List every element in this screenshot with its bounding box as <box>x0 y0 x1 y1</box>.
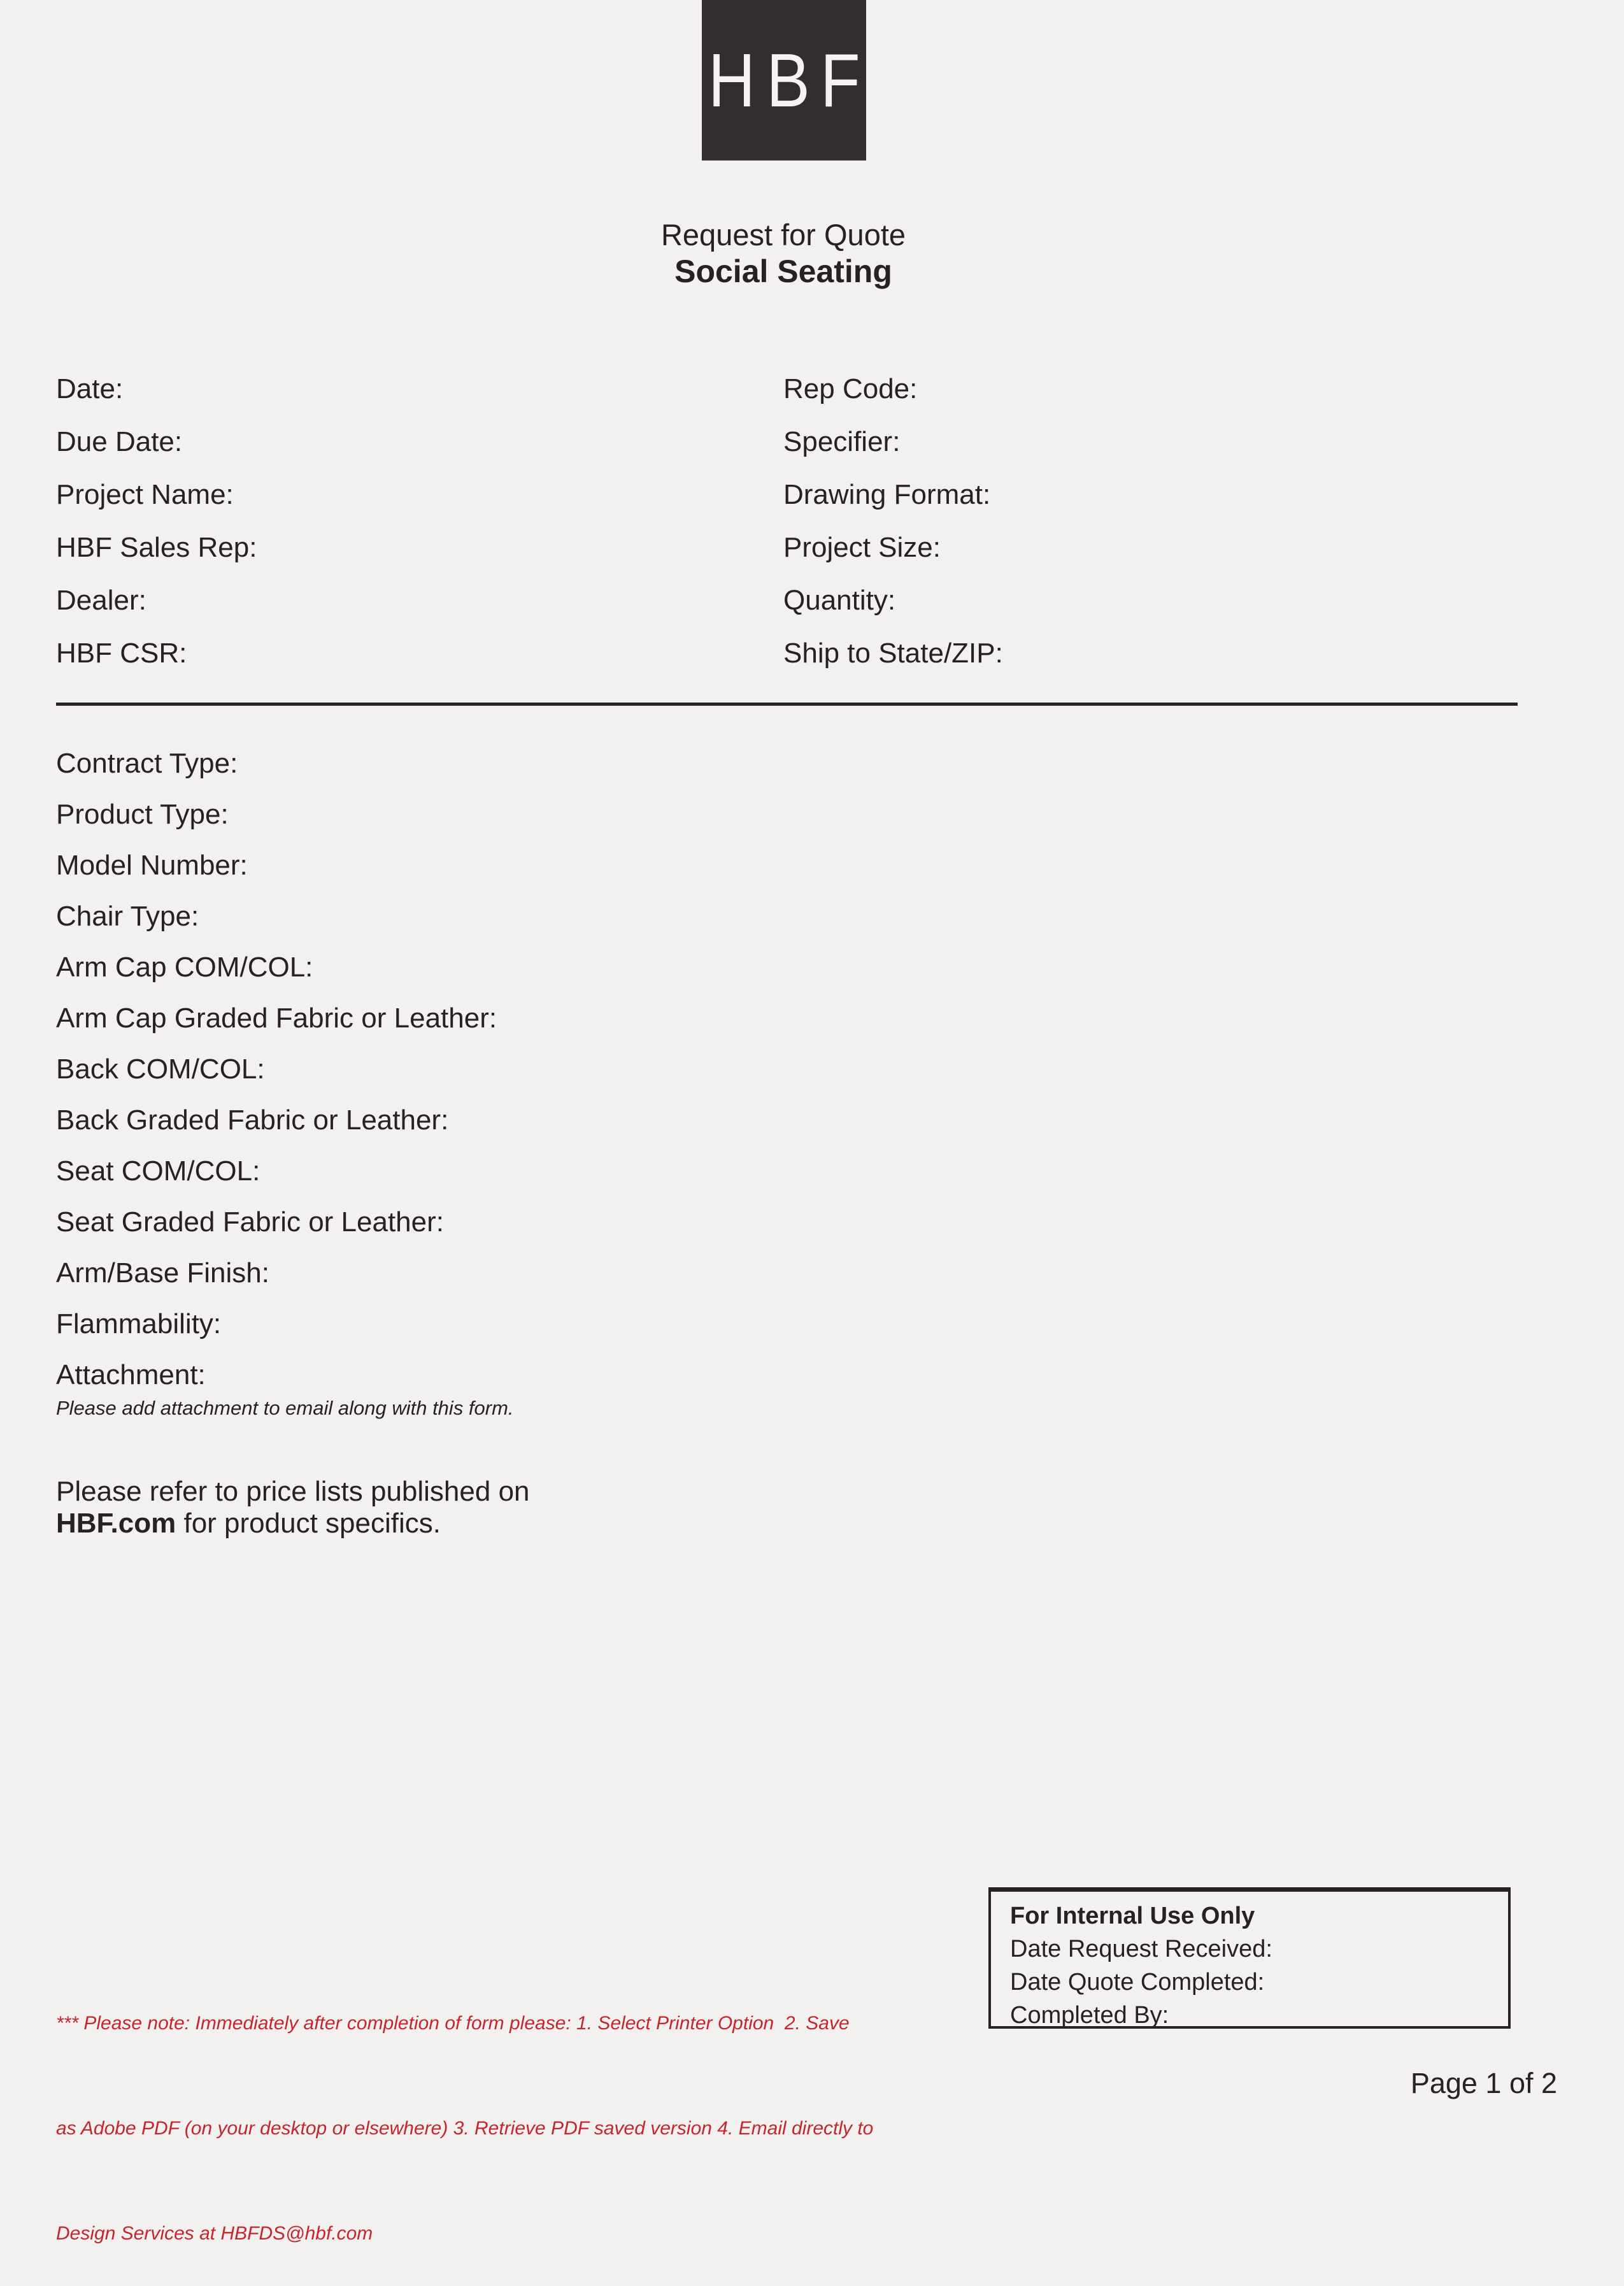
logo-letter-b: B <box>766 38 810 123</box>
hbf-com-text: HBF.com <box>56 1508 176 1539</box>
page-number: Page 1 of 2 <box>1410 2067 1557 2099</box>
label-arm-base-finish: Arm/Base Finish: <box>56 1257 269 1289</box>
label-model-number: Model Number: <box>56 850 248 881</box>
label-due-date: Due Date: <box>56 426 183 457</box>
section-divider <box>56 703 1518 706</box>
label-dealer: Dealer: <box>56 585 146 616</box>
label-flammability: Flammability: <box>56 1308 222 1339</box>
label-date: Date: <box>56 373 124 404</box>
attachment-note: Please add attachment to email along with this form. <box>56 1397 514 1419</box>
price-list-note <box>56 1476 530 1539</box>
logo-letter-f: F <box>820 38 860 123</box>
label-hbf-sales-rep: HBF Sales Rep: <box>56 532 257 563</box>
internal-use-title: For Internal Use Only <box>1010 1903 1255 1929</box>
label-contract-type: Contract Type: <box>56 748 238 779</box>
label-hbf-csr: HBF CSR: <box>56 638 187 669</box>
price-list-note-line2-rest: for product specifics. <box>176 1508 441 1539</box>
internal-use-box <box>988 1887 1511 2029</box>
label-seat-com-col: Seat COM/COL: <box>56 1155 260 1187</box>
label-arm-cap-com-col: Arm Cap COM/COL: <box>56 952 313 983</box>
price-list-note-line2 <box>56 1508 530 1539</box>
label-date-quote-completed: Date Quote Completed: <box>1010 1969 1265 1996</box>
printer-instructions-line2: as Adobe PDF (on your desktop or elsewhere) 3. Retrieve PDF saved version 4. Email directly to <box>56 2118 874 2139</box>
label-attachment: Attachment: <box>56 1359 206 1390</box>
hbf-logo <box>702 0 866 161</box>
price-list-note-line1: Please refer to price lists published on <box>56 1476 530 1507</box>
label-rep-code: Rep Code: <box>783 373 918 404</box>
printer-instructions-line1: *** Please note: Immediately after completion of form please: 1. Select Printer Option 2. Save <box>56 2013 850 2034</box>
printer-instructions-note <box>56 1936 873 2286</box>
label-back-com-col: Back COM/COL: <box>56 1054 265 1085</box>
label-specifier: Specifier: <box>783 426 901 457</box>
label-quantity: Quantity: <box>783 585 896 616</box>
label-project-size: Project Size: <box>783 532 941 563</box>
label-date-request-received: Date Request Received: <box>1010 1936 1272 1962</box>
page-title: Social Seating <box>674 254 892 289</box>
label-back-graded: Back Graded Fabric or Leather: <box>56 1104 449 1136</box>
label-drawing-format: Drawing Format: <box>783 479 991 510</box>
hbf-logo-letters <box>702 0 866 161</box>
printer-instructions-line3: Design Services at HBFDS@hbf.com <box>56 2223 373 2244</box>
label-ship-to-state-zip: Ship to State/ZIP: <box>783 638 1003 669</box>
label-product-type: Product Type: <box>56 799 229 830</box>
label-arm-cap-graded: Arm Cap Graded Fabric or Leather: <box>56 1003 497 1034</box>
logo-letter-h: H <box>708 38 755 123</box>
label-project-name: Project Name: <box>56 479 234 510</box>
label-completed-by: Completed By: <box>1010 2002 1169 2029</box>
form-subtitle: Request for Quote <box>660 218 906 252</box>
label-chair-type: Chair Type: <box>56 901 199 932</box>
label-seat-graded: Seat Graded Fabric or Leather: <box>56 1206 444 1238</box>
